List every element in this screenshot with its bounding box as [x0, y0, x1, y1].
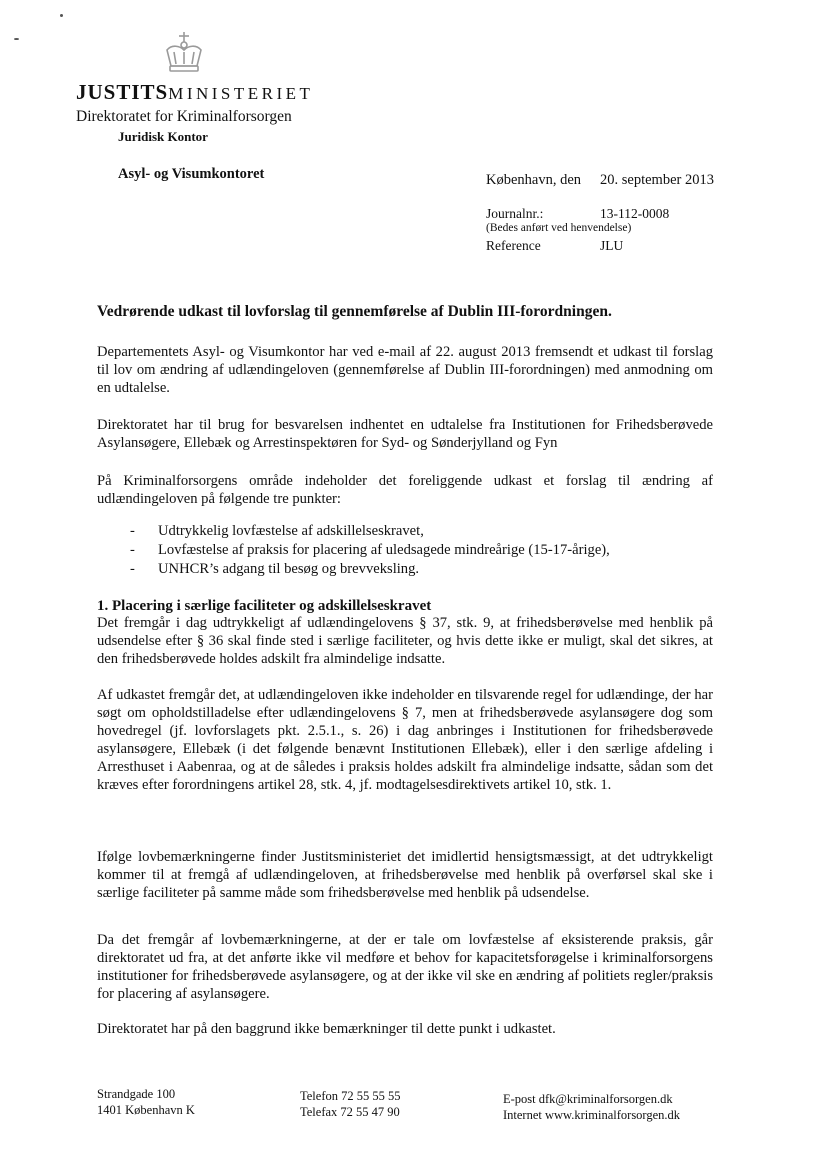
list-item-text: UNHCR’s adgang til besøg og brevveksling.	[158, 561, 420, 577]
wordmark-light: MINISTERIET	[168, 84, 314, 103]
journal-label: Journalnr.:	[486, 206, 544, 221]
footer-city: 1401 København K	[97, 1103, 195, 1117]
list-item	[130, 522, 710, 541]
intro-paragraph: Departementets Asyl- og Visumkontor har ved e-mail af 22. august 2013 fremsendt et udkast til forslag til lov om ændring af udlændingeloven (gennemførelse af Dublin III-forordningen) med anmodning om en udtalelse.	[97, 344, 713, 396]
list-item-text: Udtrykkelig lovfæstelse af adskillelseskravet,	[158, 523, 424, 539]
bullet-dash: -	[130, 561, 135, 577]
section-heading: 1. Placering i særlige faciliteter og adskillelseskravet	[97, 598, 432, 614]
crown-icon	[162, 30, 206, 76]
body-paragraph: Direktoratet har på den baggrund ikke bemærkninger til dette punkt i udkastet.	[97, 1021, 556, 1037]
journal-note: (Bedes anført ved henvendelse)	[486, 222, 632, 234]
body-paragraph: Af udkastet fremgår det, at udlændingeloven ikke indeholder en tilsvarende regel for udlændinge, der har søgt om opholdstilladelse efter udlændingelovens § 7, men at frihedsberøvede asylansøgere dog som hovedregel (jf. lovforslagets pkt. 2.5.1., s. 26) i dag anbringes i Institutionen for frihedsberøvede asylansøgere, Ellebæk (i det følgende benævnt Institutionen Ellebæk), eller i den særlige afdeling i Arresthuset i Aabenraa, og at de således i praksis holdes adskilt fra almindelige indsatte, sådan som det kræves efter forordningens artikel 28, stk. 4, jf. modtagelsesdirektivets artikel 10, stk. 1.	[97, 687, 713, 793]
intro-paragraph: På Kriminalforsorgens område indeholder det foreliggende udkast et forslag til ændring af udlændingeloven på følgende tre punkter:	[97, 473, 713, 507]
journal-number: 13-112-0008	[600, 206, 670, 221]
reference-label: Reference	[486, 238, 541, 253]
place-label: København, den	[486, 172, 582, 188]
ministry-wordmark	[76, 80, 313, 105]
body-paragraph: Det fremgår i dag udtrykkeligt af udlændingelovens § 37, stk. 9, at frihedsberøvelse med henblik på udsendelse efter § 36 skal finde sted i særlige faciliteter, og hvis dette ikke er muligt, skal det sikres, at den frihedsberøvede holdes adskilt fra almindelige indsatte.	[97, 615, 713, 667]
footer-email: E-post dfk@kriminalforsorgen.dk	[503, 1092, 673, 1106]
department-name: Direktoratet for Kriminalforsorgen	[76, 108, 292, 125]
list-item	[130, 560, 710, 579]
footer-phone: Telefon 72 55 55 55	[300, 1089, 401, 1103]
scan-speck	[14, 38, 19, 40]
body-paragraph: Ifølge lovbemærkningerne finder Justitsministeriet det imidlertid hensigtsmæssigt, at det udtrykkeligt kommer til at fremgå af udlændingeloven, at frihedsberøvelse med henblik på overførsel skal ske i særlige faciliteter på samme måde som frihedsberøvelse med henblik på udsendelse.	[97, 849, 713, 901]
list-item	[130, 541, 710, 560]
wordmark-bold: JUSTITS	[76, 80, 169, 104]
office-name: Juridisk Kontor	[118, 129, 208, 144]
bullet-list	[130, 522, 710, 579]
intro-paragraph: Direktoratet har til brug for besvarelsen indhentet en udtalelse fra Institutionen for Frihedsberøvede Asylansøgere, Ellebæk og Arrestinspektøren for Syd- og Sønderjylland og Fyn	[97, 417, 713, 451]
subject-line: Vedrørende udkast til lovforslag til gennemførelse af Dublin III-forordningen.	[97, 303, 612, 320]
footer-website: Internet www.kriminalforsorgen.dk	[503, 1108, 681, 1122]
footer-street: Strandgade 100	[97, 1087, 176, 1101]
footer-fax: Telefax 72 55 47 90	[300, 1105, 400, 1119]
section-title: Asyl- og Visumkontoret	[118, 166, 265, 182]
letter-date: 20. september 2013	[600, 172, 714, 188]
bullet-dash: -	[130, 542, 135, 558]
body-paragraph: Da det fremgår af lovbemærkningerne, at der er tale om lovfæstelse af eksisterende praksis, går direktoratet ud fra, at det anførte ikke vil medføre et behov for kapacitetsforøgelse i kriminalforsorgens institutioner for frihedsberøvede asylansøgere, og at der ikke vil ske en ændring af politiets regler/praksis for placering af asylansøgere.	[97, 932, 713, 1002]
list-item-text: Lovfæstelse af praksis for placering af uledsagede mindreårige (15-17-årige),	[158, 542, 610, 558]
scan-speck	[60, 14, 63, 17]
reference-value: JLU	[600, 238, 624, 253]
bullet-dash: -	[130, 523, 135, 539]
